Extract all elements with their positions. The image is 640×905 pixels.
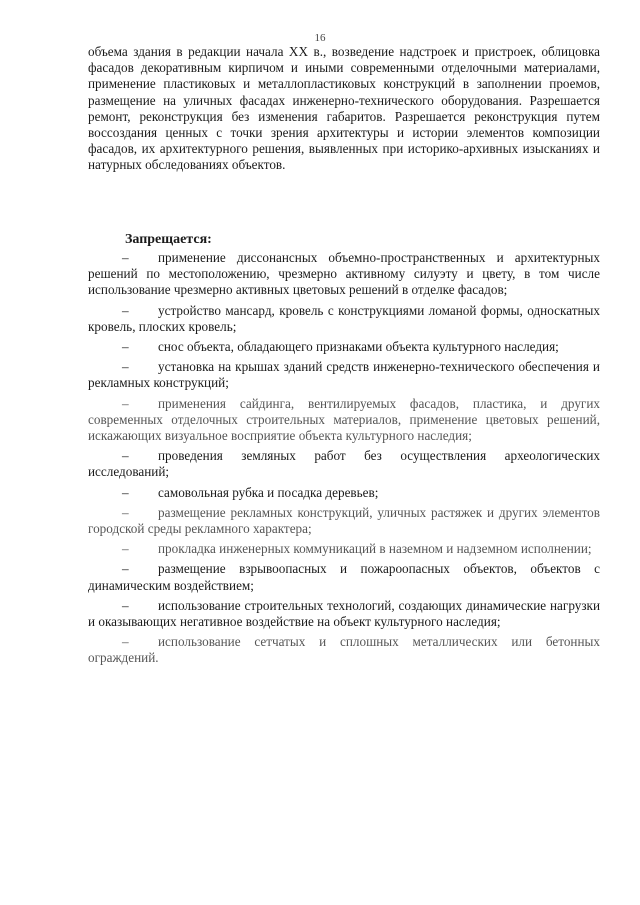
list-item-text: установка на крышах зданий средств инженерно-технического обеспечения и рекламных конструкций; [88, 359, 600, 391]
list-item [88, 634, 600, 666]
list-item-text: использование сетчатых и сплошных металлических или бетонных ограждений. [88, 634, 600, 666]
dash-marker: – [122, 250, 129, 265]
list-item-text: использование строительных технологий, создающих динамические нагрузки и оказывающих негативное воздействие на объект культурного наследия; [88, 597, 600, 630]
list-item [88, 541, 600, 557]
list-item [88, 505, 600, 537]
list-item-text: применения сайдинга, вентилируемых фасадов, пластика, и других современных отделочных строительных материалов, применение цветовых решений, искажающих визуальное восприятие объекта культурного наследия; [88, 395, 600, 444]
dash-marker: – [122, 634, 129, 650]
dash-marker: – [122, 504, 129, 520]
dash-marker: – [122, 359, 129, 375]
list-item [88, 396, 600, 445]
list-item [88, 448, 600, 480]
dash-marker: – [122, 302, 129, 318]
intro-paragraph-block [88, 44, 600, 174]
section-heading: Запрещается: [125, 232, 212, 247]
dash-marker: – [122, 597, 129, 613]
dash-marker: – [122, 484, 129, 500]
list-item-text: самовольная рубка и посадка деревьев; [158, 484, 379, 500]
list-item-text: размещение рекламных конструкций, уличных растяжек и других элементов городской среды рекламного характера; [88, 504, 600, 537]
list-item-text: устройство мансард, кровель с конструкциями ломаной формы, односкатных кровель, плоских кровель; [88, 302, 600, 334]
list-item [88, 598, 600, 630]
intro-paragraph: объема здания в редакции начала XX в., возведение надстроек и пристроек, облицовка фасадов декоративным кирпичом и иными современными отделочными материалами, применение пластиковых и металлопластиковых конструкций в заполнении проемов, размещение на уличных фасадах инженерно-технического оборудования. Разрешается ремонт, реконструкция без изменения габаритов. Разрешается реконструкция путем воссоздания ценных с точки зрения архитектуры и истории элементов композиции фасадов, их архитектурного решения, выявленных при историко-архивных изысканиях и натурных обследованиях объектов. [88, 44, 600, 173]
prohibitions-list [88, 250, 600, 671]
list-item [88, 303, 600, 335]
dash-marker: – [122, 339, 129, 355]
dash-marker: – [122, 395, 129, 411]
dash-marker: – [122, 561, 129, 577]
list-item [88, 485, 600, 501]
list-item-text: размещение взрывоопасных и пожароопасных объектов, объектов с динамическим воздействием; [88, 561, 600, 593]
page-number: 16 [314, 32, 326, 44]
list-item-text: снос объекта, обладающего признаками объекта культурного наследия; [158, 339, 559, 355]
list-item [88, 339, 600, 355]
list-item-text: применение диссонансных объемно-пространственных и архитектурных решений по местоположению, чрезмерно активному силуэту и цвету, в том числе использование чрезмерно активных цветовых решений в отделке фасадов; [88, 250, 600, 298]
dash-marker: – [122, 448, 129, 464]
list-item [88, 250, 600, 299]
list-item-text: проведения земляных работ без осуществления археологических исследований; [88, 448, 600, 480]
list-item [88, 561, 600, 593]
list-item-text: прокладка инженерных коммуникаций в наземном и надземном исполнении; [158, 541, 592, 557]
dash-marker: – [122, 541, 129, 557]
list-item [88, 359, 600, 391]
